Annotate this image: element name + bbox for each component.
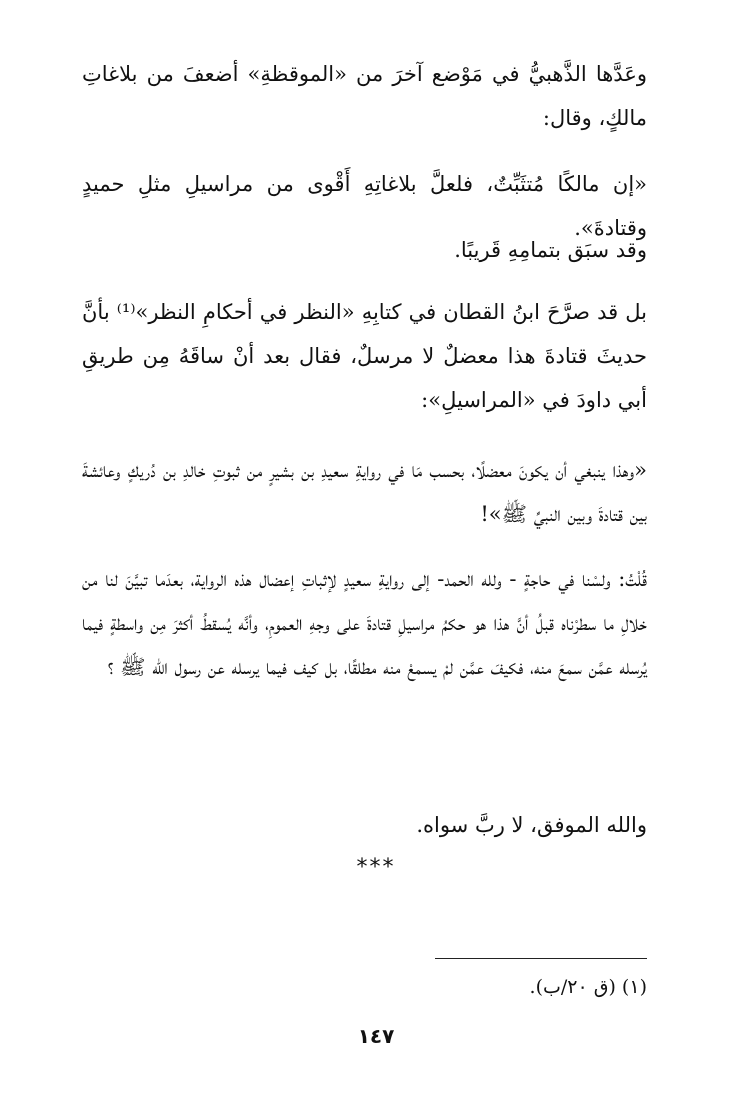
footnote: (١) (ق ٢٠/ب). [529, 976, 647, 998]
paragraph-ibn-al-qattan-quote: «وهذا ينبغي أن يكونَ معضلًا، بحسب مَا في روايةِ سعيدِ بن بشيرٍ من ثبوتِ خالدِ بن دُريكٍ وعائشةَ بين قتادةَ وبين النبيِّ ﷺ»! [82, 458, 647, 526]
paragraph-closing: والله الموفق، لا ربَّ سواه. [416, 813, 647, 837]
section-separator: *** [356, 855, 396, 880]
paragraph-ibn-al-qattan: بل قد صرَّحَ ابنُ القطان في كتابِهِ «النظر في أحكامِ النظر»⁽¹⁾ بأنَّ حديثَ قتادةَ هذا معضلٌ لا مرسلٌ، فقال بعد أنْ ساقَهُ مِن طريقِ أبي داودَ في «المراسيلِ»: [82, 300, 647, 412]
page-number: ١٤٧ [357, 1024, 395, 1048]
footnote-divider [435, 958, 647, 959]
paragraph-dhahabi-quote: «إن مالكًا مُتثَبِّتٌ، فلعلَّ بلاغاتِهِ أَقْوى من مراسيلِ مثلِ حميدٍ وقتادةَ». [82, 172, 647, 240]
paragraph-author-comment: قُلْتُ: ولسْنا في حاجةٍ - ولله الحمد- إلى روايةِ سعيدٍ لإثباتِ إعضال هذه الرواية، بعدَما تبيَّنَ لنا من خلالِ ما سطرْناه قبلُ أنَّ هذا هو حكمُ مراسيلِ قتادةَ على وجهِ العمومِ، وأنَّه يُسقطُ أكثرَ مِن واسطةٍ فيما يُرسله عمَّن سمعَ منه، فكيفَ عمَّن لمْ يسمعْ منه مطلقًا، بل كيف فيما يرسله عن رسول الله ﷺ ؟ [82, 567, 647, 679]
paragraph-previously-mentioned: وقد سبَق بتمامِهِ قَريبًا. [454, 238, 647, 262]
paragraph-dhahabi-quote-intro: وعَدَّها الذَّهبيُّ في مَوْضع آخرَ من «الموقظةِ» أضعفَ من بلاغاتِ مالكٍ، وقال: [82, 62, 647, 130]
